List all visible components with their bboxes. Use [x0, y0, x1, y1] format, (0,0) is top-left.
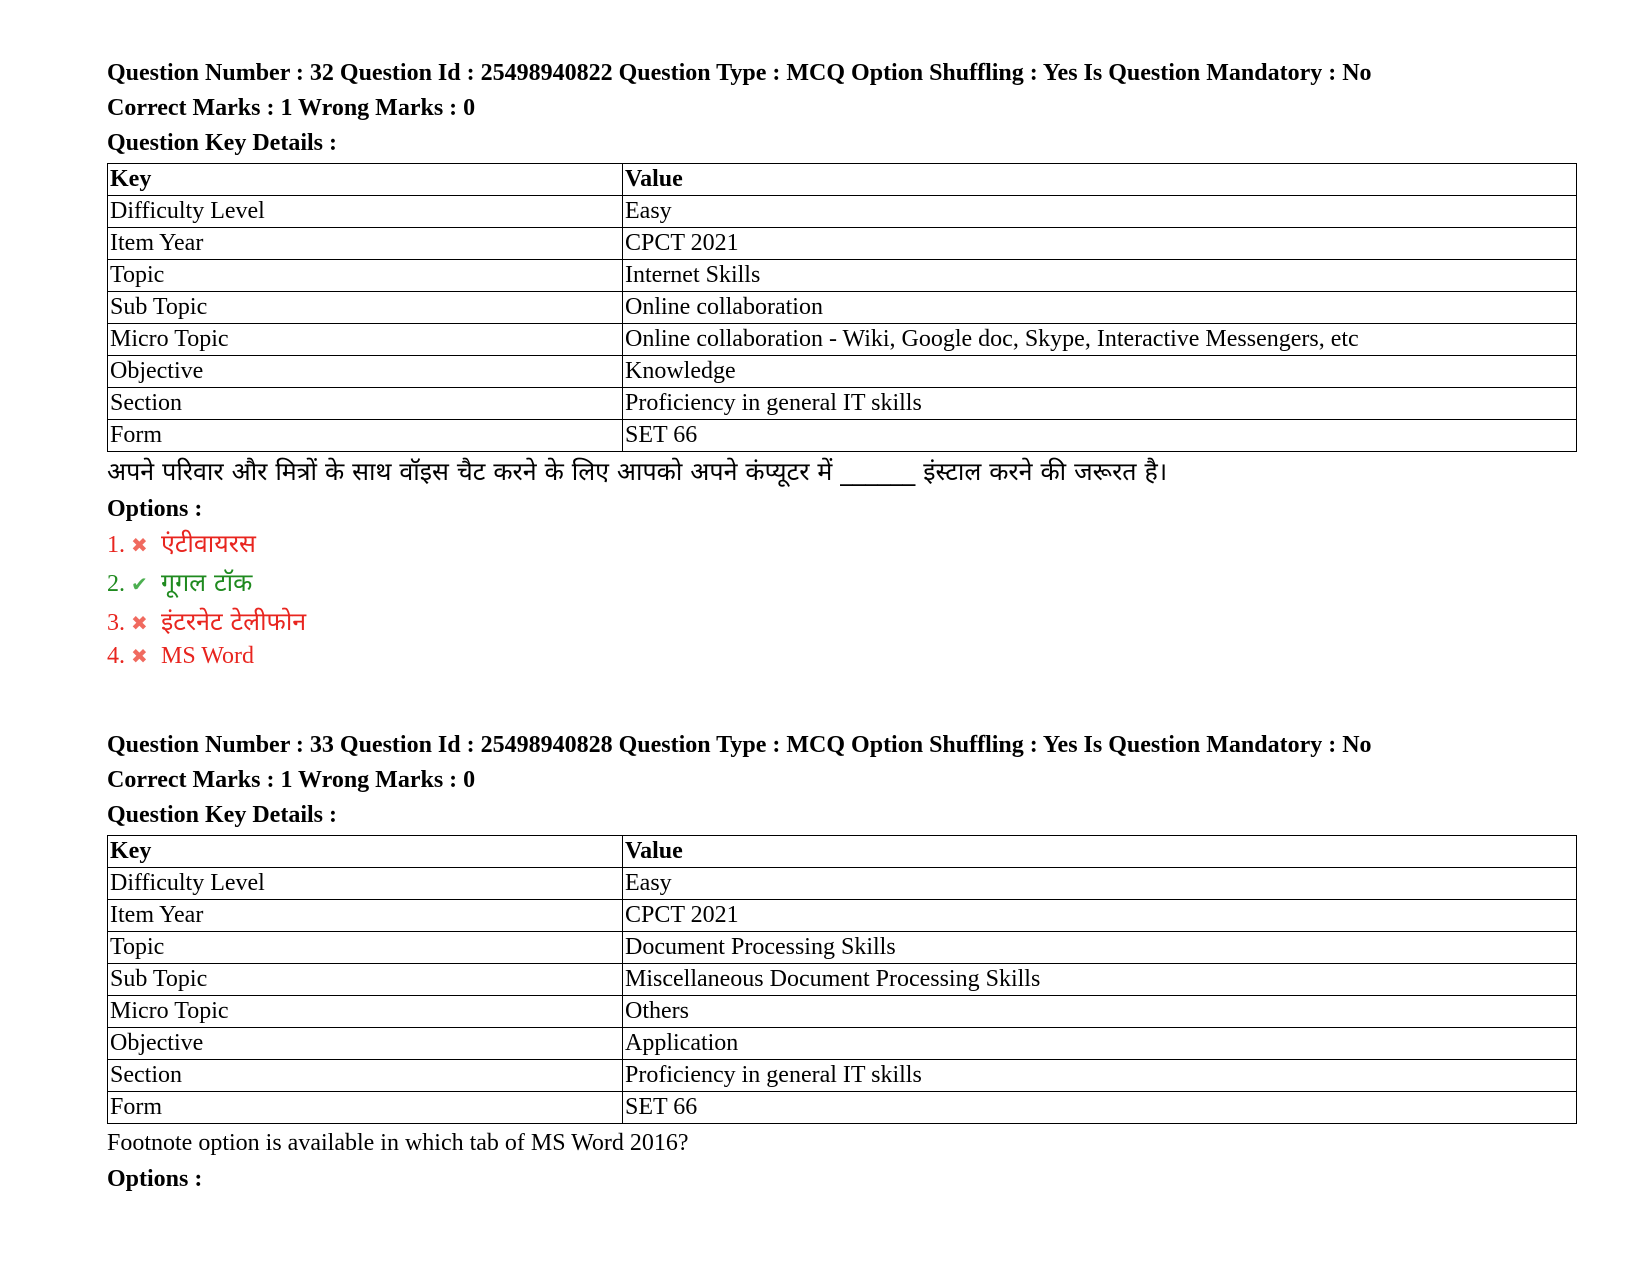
table-row	[108, 1092, 1577, 1124]
value-cell: CPCT 2021	[623, 900, 1577, 932]
option-4	[107, 643, 1577, 682]
value-cell: Online collaboration - Wiki, Google doc, Skype, Interactive Messengers, etc	[623, 324, 1577, 356]
key-cell: Objective	[108, 356, 623, 388]
table-row	[108, 996, 1577, 1028]
option-text: गूगल टॉक	[161, 568, 253, 597]
value-cell: CPCT 2021	[623, 228, 1577, 260]
option-text: MS Word	[161, 643, 254, 669]
key-cell: Micro Topic	[108, 324, 623, 356]
value-cell: Easy	[623, 196, 1577, 228]
value-cell: Easy	[623, 868, 1577, 900]
key-cell: Form	[108, 420, 623, 452]
key-details-label: Question Key Details :	[107, 130, 337, 156]
cross-icon: ✖	[131, 646, 148, 668]
option-3	[107, 604, 1577, 643]
value-cell: Online collaboration	[623, 292, 1577, 324]
key-details-table	[107, 163, 1577, 452]
table-row	[108, 228, 1577, 260]
option-number: 2.	[107, 571, 125, 597]
key-cell: Topic	[108, 260, 623, 292]
option-number: 1.	[107, 532, 125, 558]
table-row	[108, 356, 1577, 388]
question-paper	[107, 56, 1577, 1196]
table-row	[108, 1060, 1577, 1092]
option-1	[107, 526, 1577, 565]
value-cell: Internet Skills	[623, 260, 1577, 292]
value-column-header: Value	[623, 836, 1577, 868]
question-text: Footnote option is available in which tab of MS Word 2016?	[107, 1130, 689, 1156]
table-row	[108, 420, 1577, 452]
key-cell: Topic	[108, 932, 623, 964]
key-cell: Micro Topic	[108, 996, 623, 1028]
marks-line: Correct Marks : 1 Wrong Marks : 0	[107, 767, 476, 793]
table-row	[108, 388, 1577, 420]
option-number: 4.	[107, 643, 125, 669]
value-column-header: Value	[623, 164, 1577, 196]
option-text: इंटरनेट टेलीफोन	[161, 607, 307, 636]
table-row	[108, 1028, 1577, 1060]
table-header-row	[108, 836, 1577, 868]
key-column-header: Key	[108, 164, 623, 196]
key-cell: Sub Topic	[108, 292, 623, 324]
table-row	[108, 932, 1577, 964]
key-details-label: Question Key Details :	[107, 802, 337, 828]
table-row	[108, 292, 1577, 324]
value-cell: Knowledge	[623, 356, 1577, 388]
option-text: एंटीवायरस	[161, 529, 256, 558]
key-cell: Item Year	[108, 228, 623, 260]
table-row	[108, 900, 1577, 932]
table-header-row	[108, 164, 1577, 196]
marks-line: Correct Marks : 1 Wrong Marks : 0	[107, 95, 476, 121]
value-cell: SET 66	[623, 1092, 1577, 1124]
check-icon: ✔	[131, 574, 148, 596]
question-text: अपने परिवार और मित्रों के साथ वॉइस चैट करने के लिए आपको अपने कंप्यूटर में ______ इंस्टाल करने की जरूरत है।	[107, 457, 1168, 486]
table-row	[108, 964, 1577, 996]
cross-icon: ✖	[131, 535, 148, 557]
table-row	[108, 868, 1577, 900]
value-cell: Application	[623, 1028, 1577, 1060]
question-header: Question Number : 33 Question Id : 25498940828 Question Type : MCQ Option Shuffling : Yes Is Question Mandatory : No	[107, 732, 1372, 758]
value-cell: Proficiency in general IT skills	[623, 388, 1577, 420]
options-label: Options :	[107, 496, 203, 522]
key-cell: Section	[108, 1060, 623, 1092]
value-cell: Document Processing Skills	[623, 932, 1577, 964]
key-cell: Difficulty Level	[108, 868, 623, 900]
value-cell: Others	[623, 996, 1577, 1028]
table-row	[108, 324, 1577, 356]
key-cell: Difficulty Level	[108, 196, 623, 228]
key-cell: Item Year	[108, 900, 623, 932]
option-2	[107, 565, 1577, 604]
options-label: Options :	[107, 1166, 203, 1192]
key-details-table	[107, 835, 1577, 1124]
key-cell: Sub Topic	[108, 964, 623, 996]
value-cell: SET 66	[623, 420, 1577, 452]
question-block-32	[107, 56, 1577, 682]
table-row	[108, 260, 1577, 292]
question-block-33	[107, 728, 1577, 1196]
option-number: 3.	[107, 610, 125, 636]
question-header: Question Number : 32 Question Id : 25498940822 Question Type : MCQ Option Shuffling : Yes Is Question Mandatory : No	[107, 60, 1372, 86]
value-cell: Miscellaneous Document Processing Skills	[623, 964, 1577, 996]
value-cell: Proficiency in general IT skills	[623, 1060, 1577, 1092]
table-row	[108, 196, 1577, 228]
key-cell: Objective	[108, 1028, 623, 1060]
key-cell: Form	[108, 1092, 623, 1124]
key-cell: Section	[108, 388, 623, 420]
key-column-header: Key	[108, 836, 623, 868]
cross-icon: ✖	[131, 613, 148, 635]
